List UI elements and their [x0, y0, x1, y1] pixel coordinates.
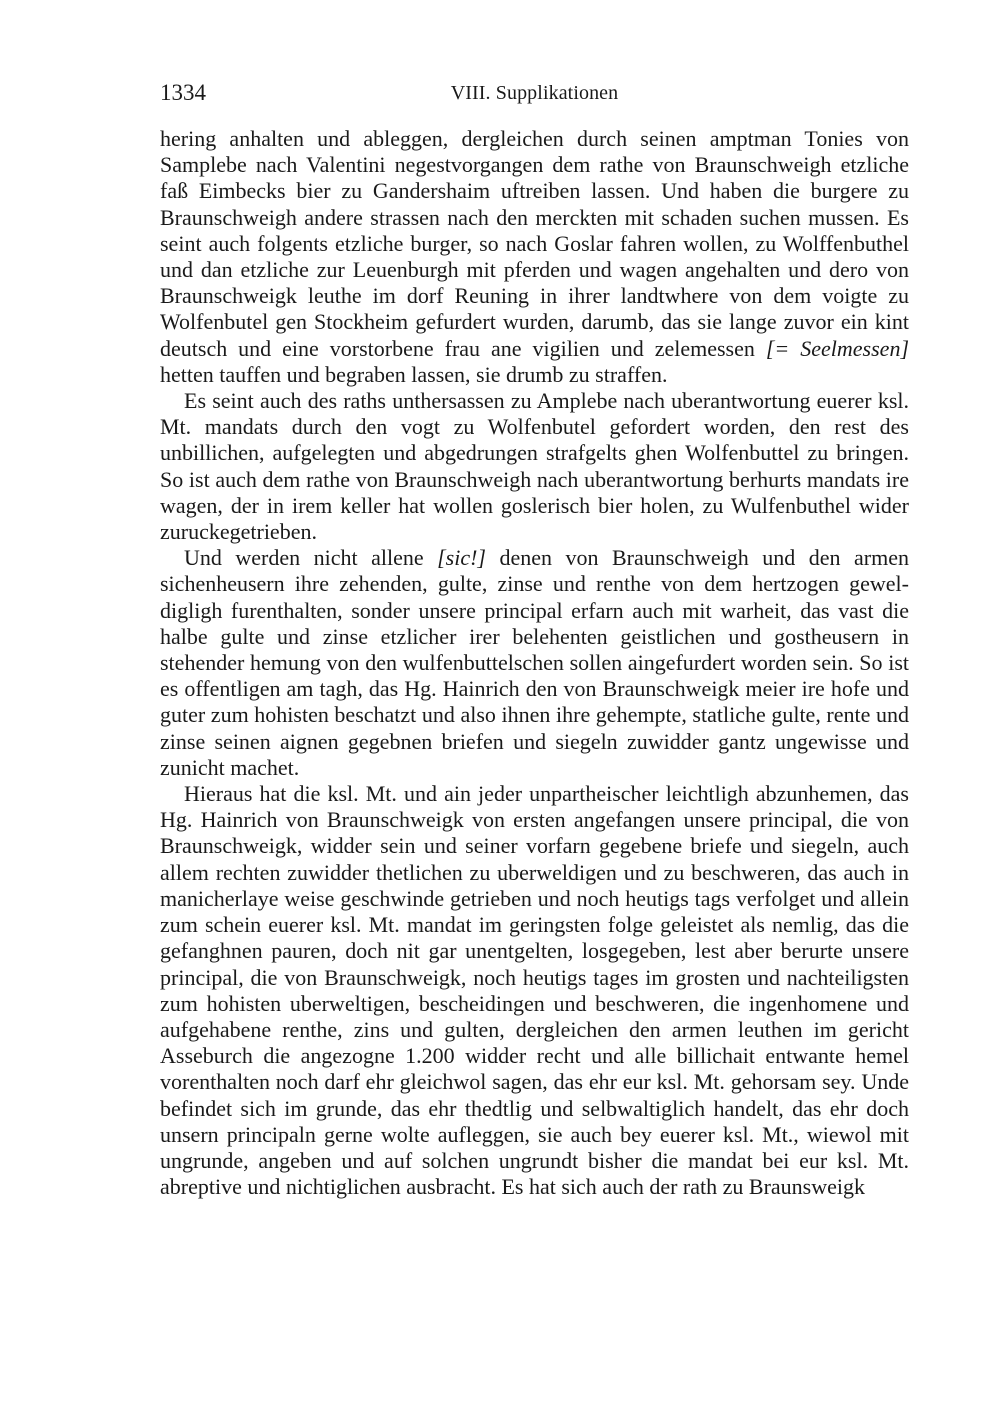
- page-number: 1334: [160, 80, 206, 105]
- paragraph-1: [160, 126, 909, 388]
- editorial-note: [= Seelmessen]: [765, 335, 910, 361]
- paragraph-text: Es seint auch des raths unthersassen zu Amplebe nach uberantwortung euerer ksl. Mt. mandats durch den vogt zu Wolfenbutel gefordert worden, den rest des unbillichen, aufgelegten und abgedrungen strafgelts ghen Wolfenbuttel zu bringen. So ist auch dem rathe von Braunschweigh nach uberantwortung berhurts mandats ire wagen, der in irem keller hat wollen goslerisch bier holen, zu Wulfenbuthel wider zuruckegetrieben.: [160, 388, 909, 545]
- paragraph-text: Und werden nicht allene: [184, 545, 438, 571]
- paragraph-text: hering anhalten und ableggen, dergleichen durch seinen amptman Tonies von Samplebe nach Valentini negestvorgangen dem rathe von Braunschweigh etzliche faß Eimbecks bier zu Gandershaim uftreiben lassen. Und haben die burgere zu Braunschweigh andere strassen nach den merckten mit schaden suchen mussen. Es seint auch folgents etzliche burger, so nach Goslar fahren wollen, zu Wolffenbuthel und dan etzliche zur Leuenburgh mit pferden und wagen angehalten und dero von Braunschweigk leuthe im dorf Reuning in ihrer landtwhere von dem voigte zu Wolfenbutel gen Stockheim gefurdert wurden, darumb, das sie lange zuvor ein kint deutsch und eine vorstorbene frau ane vigilien und zelemessen: [160, 126, 909, 361]
- paragraph-3: [160, 545, 909, 781]
- paragraph-text: denen von Braunschweigh und den armen sichenheusern ihre zehenden, gulte, zinse und renthe von dem hertzogen geweldigligh furenthalten, sonder unsere principal erfarn auch mit warheit, das vast die halbe gulte und zinse etzlicher irer belehenten geistlichen und gostheusern in stehender hemung von den wulfenbuttelschen sollen aingefurdert worden sein. So ist es offentligen am tagh, das Hg. Hainrich den von Braunschweigk meier ire hofe und guter zum hohisten beschatzt und also ihnen ihre gehempte, statliche gulte, rente und zinse seinen aignen gegebnen briefen und siegeln zuwidder gantz ungewisse und zunicht machet.: [160, 545, 909, 780]
- paragraph-text: Hieraus hat die ksl. Mt. und ain jeder unpartheischer leichtligh abzunhemen, das Hg. Hainrich von Braunschweigk von ersten angefangen unsere principal, die von Braunschweigk, widder sein und seiner vorfarn gegebene briefe und siegeln, auch allem rechten zuwidder thetlichen zu uberweldigen und zu beschweren, das auch in manicherlaye weise geschwinde getrieben und noch heutigs tags verfolget und allein zum schein euerer ksl. Mt. mandat im geringsten folge geleistet als nemlig, das die gefanghnen pauren, doch nit gar unentgelten, losgegeben, lest aber berurte unsere principal, die von Braunschweigk, noch heutigs tages im grosten und nachteiligsten zum hohisten uberweltigen, bescheidingen und beschweren, die ingenhomene und aufgehabene renthe, zins und gulten, dergleichen den armen leuthen im gericht Asseburch die angezogne 1.200 widder recht und alle billichait entwante hemel vorenthalten noch darf ehr gleichwol sagen, das ehr eur ksl. Mt. gehorsam sey. Unde befindet sich im grunde, das ehr thedtlig und selbwaltiglich handelt, das ehr doch unsern principaln gerne wolte aufleggen, sie auch bey euerer ksl. Mt., wiewol mit ungrunde, angeben und auf solchen ungrundt bisher die mandat bei eur ksl. Mt. abreptive und nichtiglichen ausbracht. Es hat sich auch der rath zu Braunsweigk: [160, 781, 909, 1200]
- paragraph-text: hetten tauffen und begraben lassen, sie drumb zu straffen.: [160, 361, 668, 387]
- editorial-note: [sic!]: [437, 545, 486, 571]
- section-title: VIII. Supplikationen: [450, 82, 619, 104]
- document-page: [160, 78, 909, 1200]
- paragraph-4: [160, 781, 909, 1200]
- body-text: [160, 126, 909, 1200]
- paragraph-2: [160, 388, 909, 545]
- running-head: [160, 78, 909, 108]
